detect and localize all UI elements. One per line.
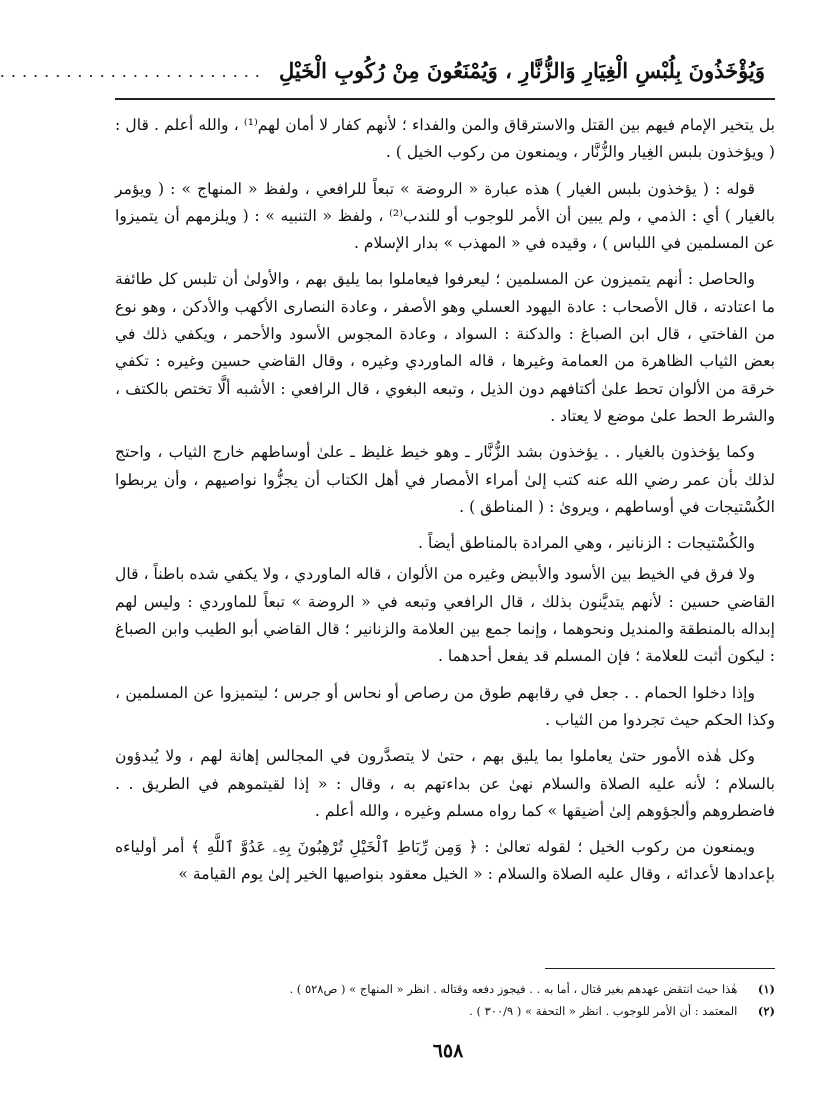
footnote-number: (١) [757,982,775,996]
header-divider [115,98,775,100]
paragraph: ويمنعون من ركوب الخيل ؛ لقوله تعالىٰ : ﴿ وَمِن رِّبَاطِ ٱلْخَيْلِ تُرْهِبُونَ بِهِۦ عَدُوَّ ٱللَّهِ ﴾ أمر أولياءه بإعدادها لأعدائه ، وقال عليه الصلاة والسلام : « الخيل معقود بنواصيها الخير إلىٰ يوم القيامة » [115,838,775,884]
paragraph: وكما يؤخذون بالغيار . . يؤخذون بشد الزُّنَّار ـ وهو خيط غليظ ـ علىٰ أوساطهم خارج الثياب ، واحتج لذلك بأن عمر رضي الله عنه كتب إلىٰ أمراء الأمصار في أهل الكتاب أن يجزُّوا نواصيهم ، وأن يربطوا الكُسْتيجات في أوساطهم ، ويروىٰ : ( المناطق ) . [115,443,775,516]
footnote-text: المعتمد : أن الأمر للوجوب . انظر « التحفة » ( ٣٠٠/٩ ) . [469,1004,738,1018]
paragraph: قوله : ( يؤخذون بلبس الغيار ) هذه عبارة « الروضة » تبعاً للرافعي ، ولفظ « المنهاج » : ( ويؤمر بالغيار ) أي : الذمي ، ولم يبين أن الأمر للوجوب أو للندب⁽²⁾ ، ولفظ « التنبيه » : ( ويلزمهم أن يتميزوا عن المسلمين في اللباس ) ، وقيده في « المهذب » بدار الإسلام . [115,179,775,253]
page-number: ٦٥٨ [432,1040,464,1062]
paragraph: وإذا دخلوا الحمام . . جعل في رقابهم طوق من رصاص أو نحاس أو جرس ؛ ليتميزوا عن المسلمين ، وكذا الحكم حيث تجردوا من الثياب . [115,683,775,729]
paragraph: وكل هٰذه الأمور حتىٰ يعاملوا بما يليق بهم ، حتىٰ لا يتصدَّرون في المجالس إهانة لهم ، ولا يُبدؤون بالسلام ؛ لأنه عليه الصلاة والسلام نهىٰ عن بداءتهم به ، وقال : « إذا لقيتموهم في الطريق . . فاضطروهم وألجؤوهم إلىٰ أضيقها » كما رواه مسلم وغيره ، والله أعلم . [115,747,775,820]
running-header [0,50,765,92]
paragraph: ولا فرق في الخيط بين الأسود والأبيض وغيره من الألوان ، قاله الماوردي ، ولا يكفي شده باطناً ، قال القاضي حسين : لأنهم يتديَّنون بذلك ، قال الرافعي وتبعه في « الروضة » تبعاً للماوردي : وليس لهم إبداله بالمنطقة والمنديل ونحوهما ، وإنما جمع بين العلامة والزنانير ؛ قال القاضي أبو الطيب وابن الصباغ : ليكون أثبت للعلامة ؛ فإن المسلم قد يفعل أحدهما . [115,565,775,666]
header-leader-dots: ........................ [0,61,266,81]
footnote-number: (٢) [757,1004,775,1018]
paragraph: بل يتخير الإمام فيهم بين القتل والاسترقاق والمن والفداء ؛ لأنهم كفار لا أمان لهم⁽¹⁾ ، والله أعلم . قال : ( ويؤخذون بلبس الغِيار والزُّنَّار ، ويمنعون من ركوب الخيل ) . [115,116,775,162]
footnote [115,978,775,1000]
footnote-divider [545,968,775,969]
running-title: وَيُؤْخَذُونَ بِلُبْسِ الْغِيَارِ وَالزُّنَّارِ ، وَيُمْنَعُونَ مِنْ رُكُوبِ الْخَيْلِ [278,58,765,83]
footnote-text: هٰذا حيث انتقض عهدهم بغير قتال ، أما به . . فيجوز دفعه وقتاله . انظر « المنهاج » ( ص٥٢٨ ) . [289,982,738,996]
main-text [115,112,775,898]
footnote [115,1000,775,1022]
footnotes [115,978,775,1022]
paragraph: والحاصل : أنهم يتميزون عن المسلمين ؛ ليعرفوا فيعاملوا بما يليق بهم ، والأولىٰ أن تلبس كل طائفة ما اعتادته ، قال الأصحاب : عادة اليهود العسلي وهو الأصفر ، وعادة النصارى الأكهب والأدكن ، وهو نوع من الفاختي ، قال ابن الصباغ : والدكنة : السواد ، وعادة المجوس الأسود والأحمر ، ويكفي ذلك في بعض الثياب الظاهرة من العمامة وغيرها ، قاله الماوردي وغيره ، وقال القاضي حسين وغيره : تكفي خرقة من الألوان تحط علىٰ أكتافهم دون الذيل ، وتبعه البغوي ، قال الرافعي : الأشبه ألَّا تختص بالكتف ، والشرط الحط علىٰ موضع لا يعتاد . [115,270,775,425]
paragraph: والكُسْتيجات : الزنانير ، وهي المرادة بالمناطق أيضاً . [418,534,755,553]
